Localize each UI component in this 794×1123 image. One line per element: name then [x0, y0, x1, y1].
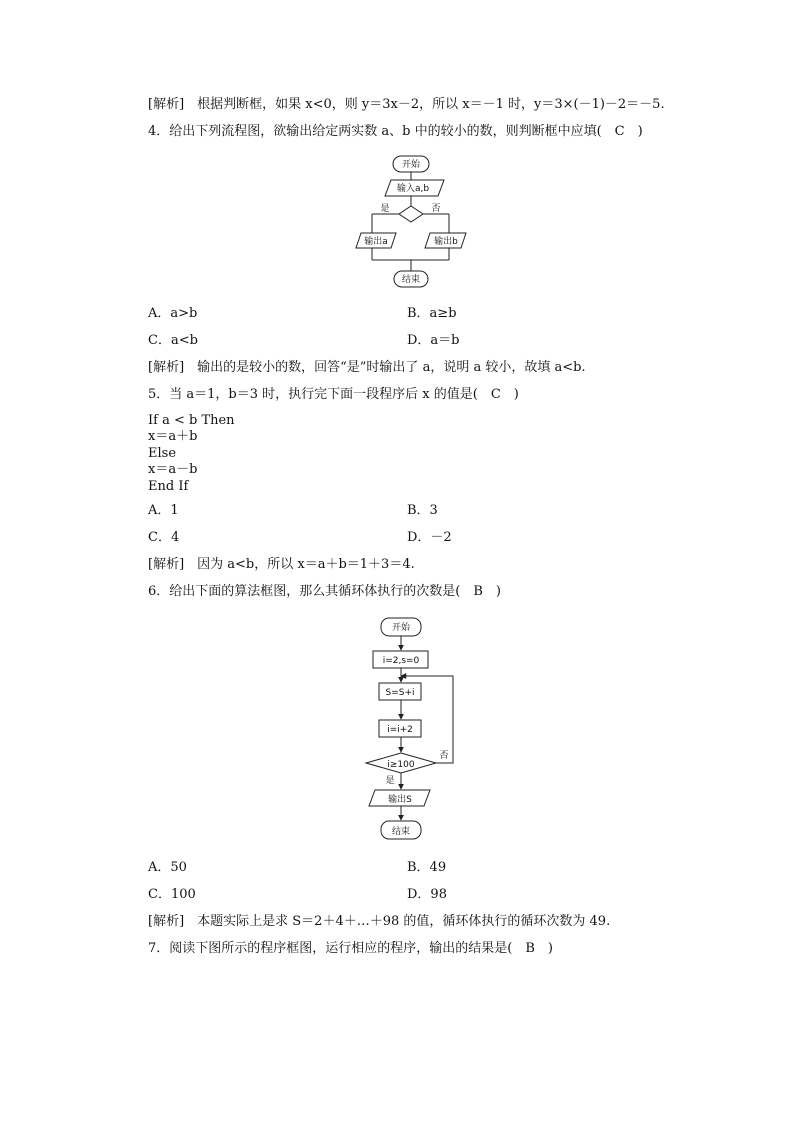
flow2-start-label: 开始	[391, 623, 411, 633]
q4-option-a: A．a>b	[148, 306, 198, 321]
flow2-init-label: i=2,s=0	[382, 656, 420, 666]
question-5: 5．当 a＝1，b＝3 时，执行完下面一段程序后 x 的值是( C )	[148, 387, 519, 402]
flow1-output-a-label: 输出a	[364, 237, 388, 247]
q5-option-d: D．－2	[407, 530, 452, 545]
question-7: 7．阅读下图所示的程序框图，运行相应的程序，输出的结果是( B )	[148, 941, 553, 956]
q6-option-b: B．49	[407, 860, 447, 875]
q6-option-c: C．100	[148, 887, 196, 902]
flowchart-q4	[0, 150, 794, 310]
flow2-assign-s-label: S=S+i	[385, 688, 415, 698]
flow2-end-label: 结束	[391, 827, 411, 837]
q5-option-c: C．4	[148, 530, 180, 545]
analysis-q3: [解析] 根据判断框，如果 x<0，则 y＝3x－2，所以 x＝－1 时，y＝3×(－1)－2＝－5.	[148, 97, 665, 112]
question-4: 4．给出下列流程图，欲输出给定两实数 a、b 中的较小的数，则判断框中应填( C )	[148, 124, 643, 139]
flow1-end-label: 结束	[401, 275, 421, 285]
flow1-input-label: 输入a,b	[396, 184, 430, 194]
q6-option-d: D．98	[407, 887, 447, 902]
q4-option-b: B．a≥b	[407, 306, 457, 321]
q5-option-b: B．3	[407, 503, 438, 518]
flow2-no-label: 否	[439, 751, 449, 761]
analysis-q6: [解析] 本题实际上是求 S＝2＋4＋…＋98 的值，循环体执行的循环次数为 49.	[148, 914, 611, 929]
question-6: 6．给出下面的算法框图，那么其循环体执行的次数是( B )	[148, 584, 501, 599]
flow2-yes-label: 是	[385, 776, 395, 786]
flow2-output-label: 输出S	[388, 795, 412, 805]
flow1-decision-diamond	[399, 206, 423, 222]
q6-option-a: A．50	[148, 860, 187, 875]
flow2-assign-i-label: i=i+2	[387, 725, 413, 735]
flow1-output-b-label: 输出b	[434, 237, 458, 247]
flow1-no-label: 否	[431, 204, 441, 214]
code-line-4: x＝a－b	[148, 462, 198, 477]
q4-option-c: C．a<b	[148, 333, 198, 348]
q5-option-a: A．1	[148, 503, 179, 518]
flow1-start-label: 开始	[401, 160, 421, 170]
flowchart-q6	[0, 612, 794, 857]
flow1-yes-label: 是	[380, 204, 390, 214]
q4-option-d: D．a＝b	[407, 333, 460, 348]
code-line-2: x＝a＋b	[148, 429, 198, 444]
code-line-5: End If	[148, 479, 189, 494]
analysis-q5: [解析] 因为 a<b，所以 x＝a＋b＝1＋3＝4.	[148, 557, 415, 572]
code-line-3: Else	[148, 446, 177, 461]
analysis-q4: [解析] 输出的是较小的数，回答“是”时输出了 a，说明 a 较小，故填 a<b.	[148, 360, 586, 375]
flow2-condition-label: i≥100	[387, 760, 415, 770]
code-line-1: If a < b Then	[148, 413, 235, 428]
